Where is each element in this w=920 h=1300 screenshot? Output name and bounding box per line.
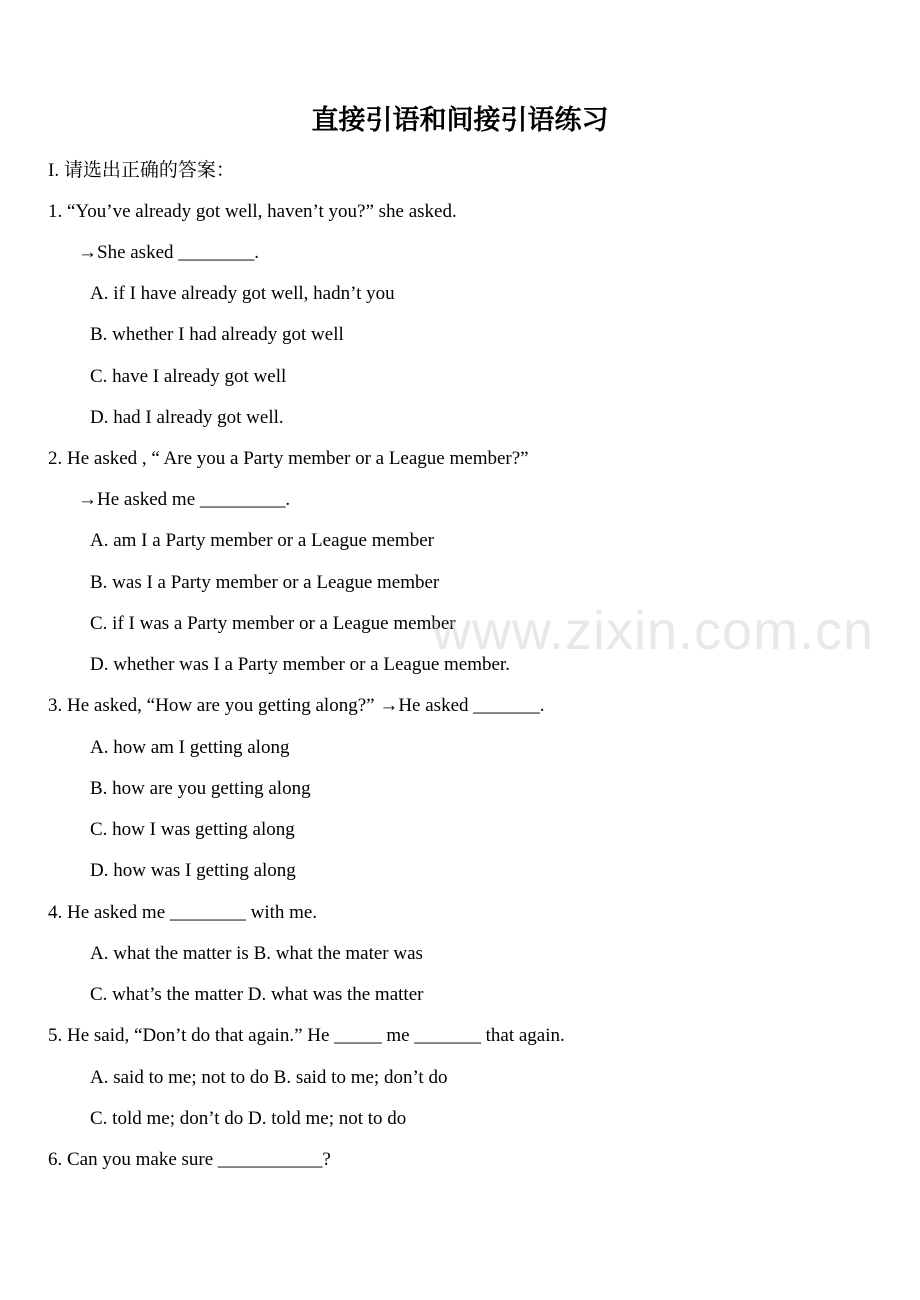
question-2-prompt: →He asked me _________. xyxy=(78,489,291,510)
question-4-stem: 4. He asked me ________ with me. xyxy=(48,902,318,923)
question-4-options-ab: A. what the matter is B. what the mater was xyxy=(90,943,423,964)
question-2-option-c: C. if I was a Party member or a League member xyxy=(90,613,456,634)
question-2-stem: 2. He asked , “ Are you a Party member or a League member?” xyxy=(48,448,529,469)
watermark: www.zixin.com.cn xyxy=(432,601,875,661)
question-5-options-cd: C. told me; don’t do D. told me; not to do xyxy=(90,1108,407,1129)
question-3-option-b: B. how are you getting along xyxy=(90,778,311,799)
question-1-prompt: →She asked ________. xyxy=(78,242,260,263)
question-2-option-d: D. whether was I a Party member or a League member. xyxy=(90,654,510,675)
question-5-options-ab: A. said to me; not to do B. said to me; don’t do xyxy=(90,1067,448,1088)
question-2-option-a: A. am I a Party member or a League member xyxy=(90,530,434,551)
question-1-option-d: D. had I already got well. xyxy=(90,407,284,428)
question-3-option-c: C. how I was getting along xyxy=(90,819,295,840)
question-3-option-d: D. how was I getting along xyxy=(90,860,296,881)
question-5-stem: 5. He said, “Don’t do that again.” He _____ me _______ that again. xyxy=(48,1025,565,1046)
question-4-options-cd: C. what’s the matter D. what was the matter xyxy=(90,984,424,1005)
question-1-option-c: C. have I already got well xyxy=(90,366,287,387)
document-title: 直接引语和间接引语练习 xyxy=(311,105,609,135)
question-1-stem: 1. “You’ve already got well, haven’t you?” she asked. xyxy=(48,201,457,222)
question-1-option-b: B. whether I had already got well xyxy=(90,324,344,345)
question-3-stem: 3. He asked, “How are you getting along?” →He asked _______. xyxy=(48,695,545,716)
question-1-option-a: A. if I have already got well, hadn’t you xyxy=(90,283,395,304)
question-6-stem: 6. Can you make sure ___________? xyxy=(48,1149,331,1170)
question-2-option-b: B. was I a Party member or a League member xyxy=(90,572,440,593)
question-3-option-a: A. how am I getting along xyxy=(90,737,290,758)
section-heading: I. 请选出正确的答案： xyxy=(48,160,235,181)
